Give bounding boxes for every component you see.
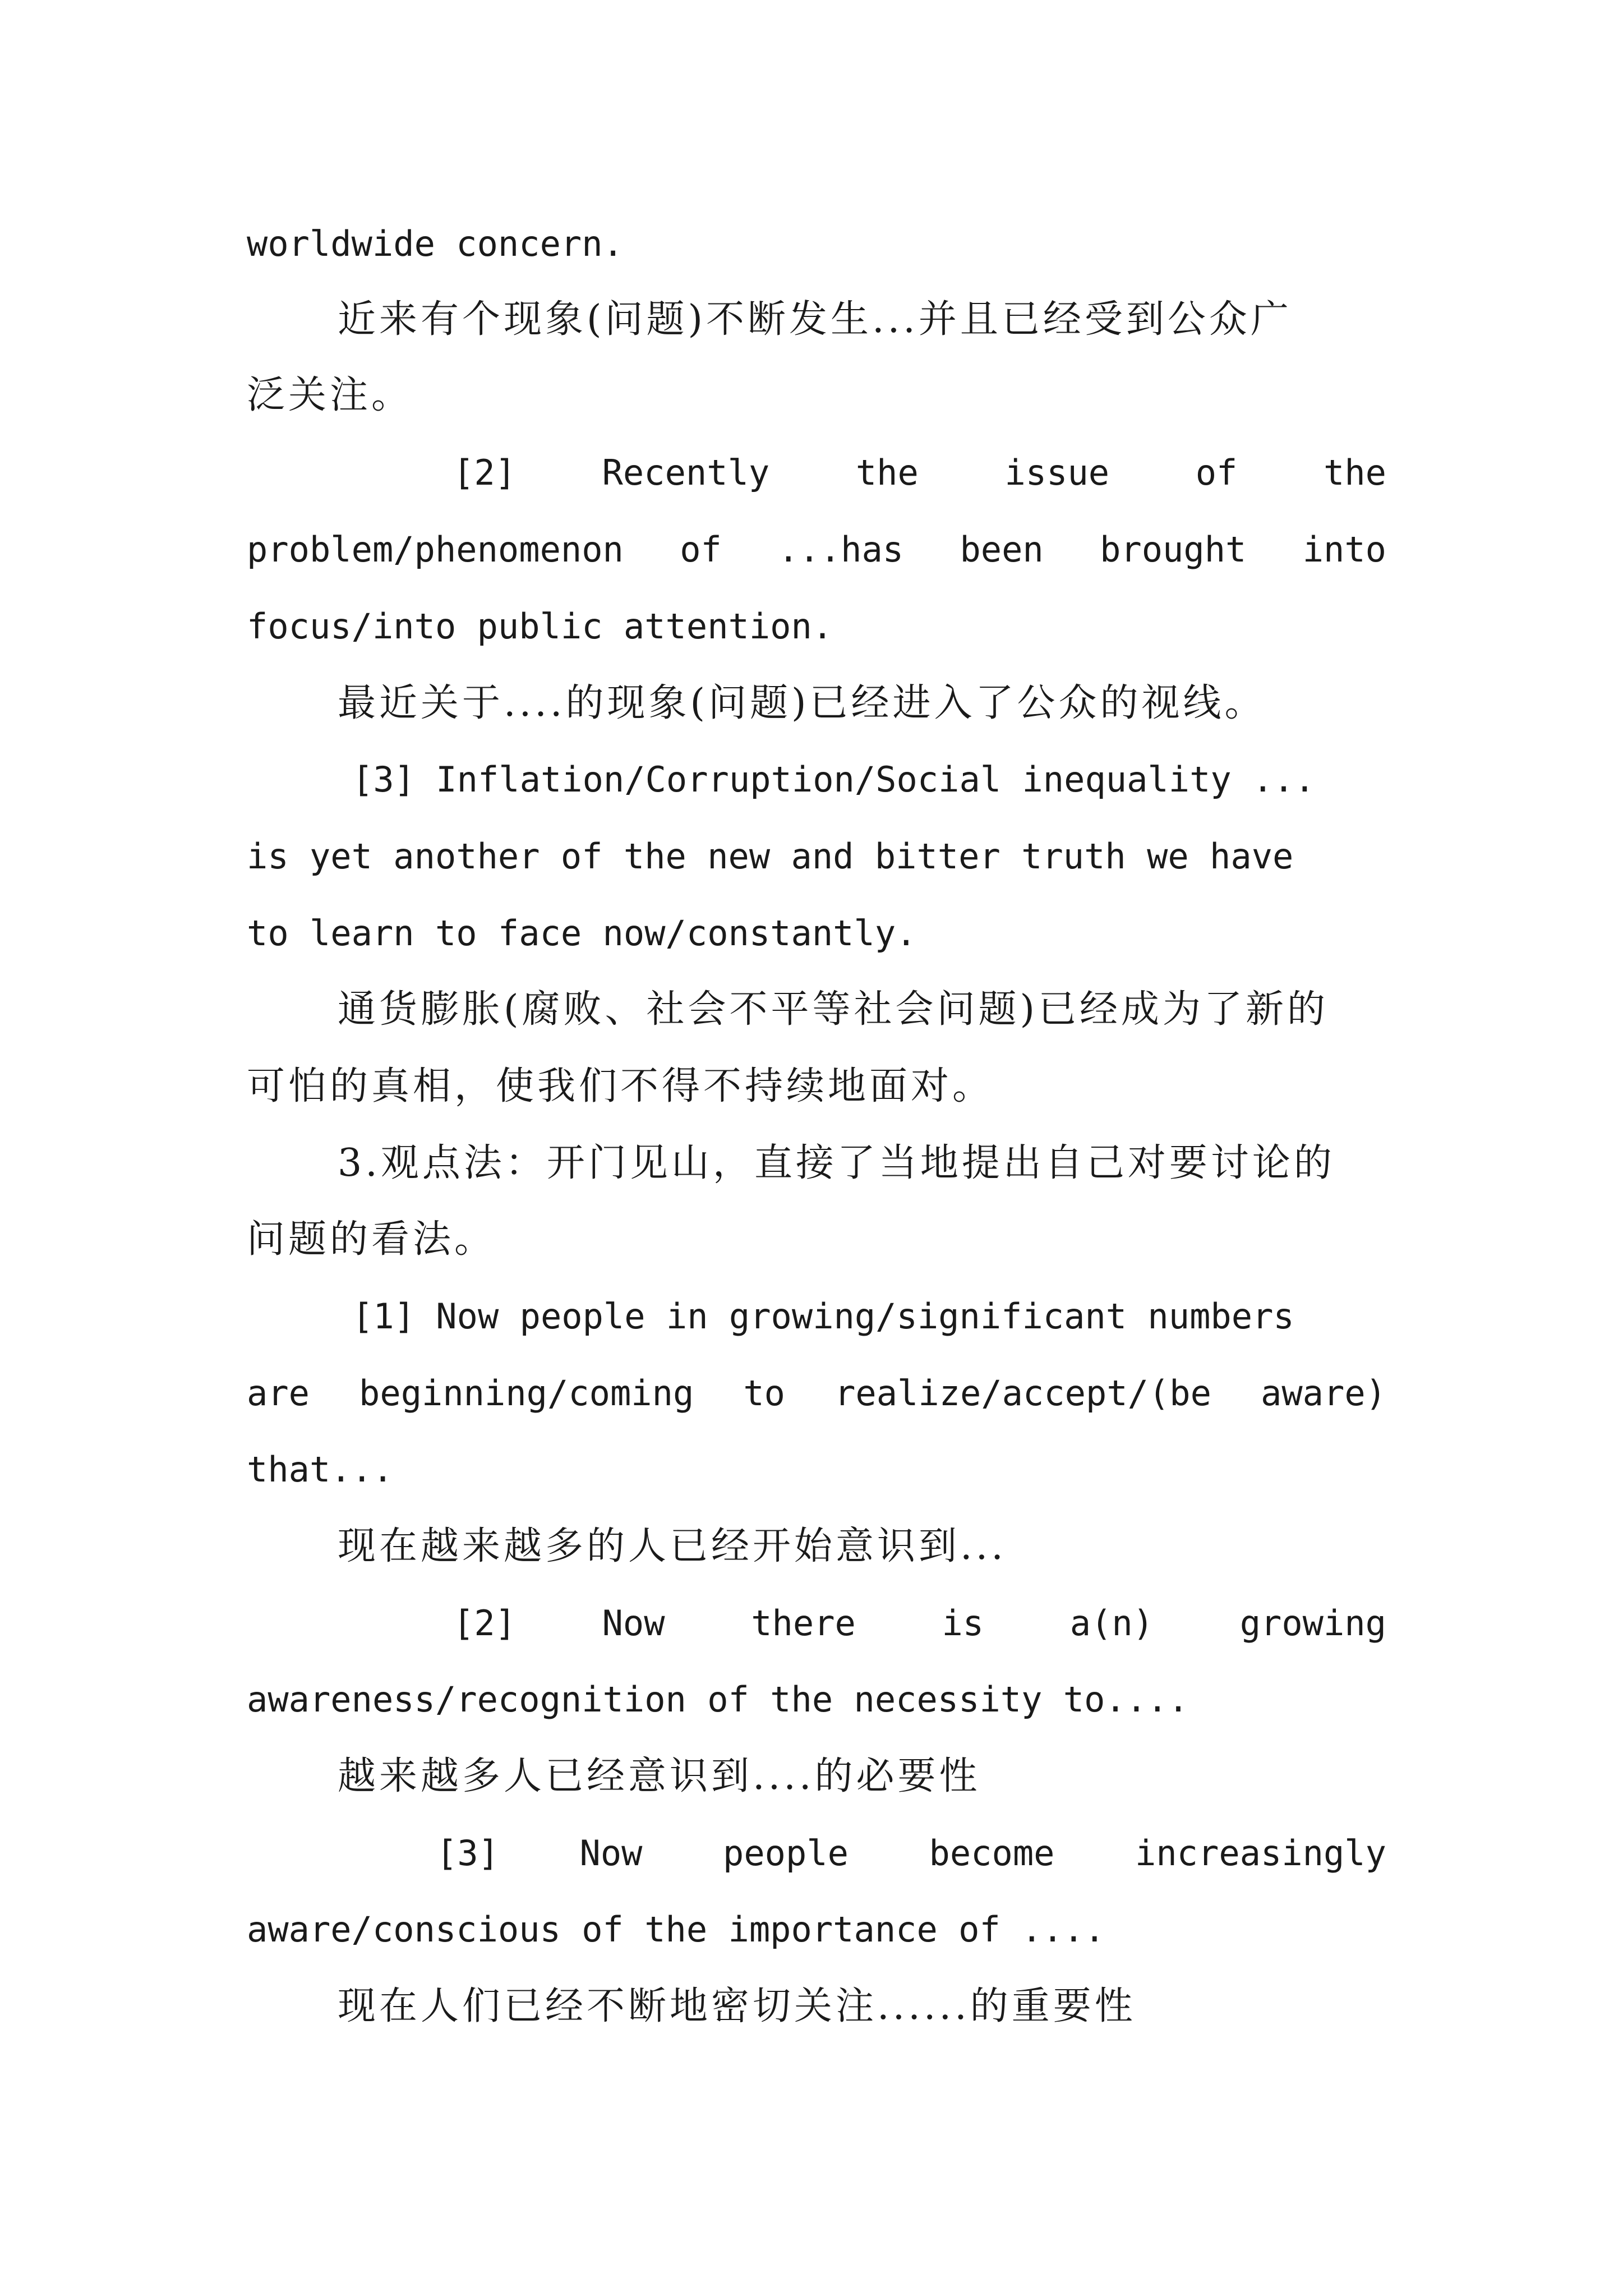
word: aware) xyxy=(1261,1373,1386,1414)
text-line: to learn to face now/constantly. xyxy=(247,913,917,954)
word: increasingly xyxy=(1135,1833,1386,1874)
text-line xyxy=(247,516,1386,583)
text-line xyxy=(436,1820,1386,1887)
text-line xyxy=(453,1590,1386,1657)
word: the xyxy=(1324,452,1386,493)
text-line: awareness/recognition of the necessity to.... xyxy=(247,1679,1189,1720)
text-line: is yet another of the new and bitter truth we have xyxy=(247,836,1294,877)
word: there xyxy=(751,1603,856,1644)
word: [3] xyxy=(436,1833,499,1874)
word: are xyxy=(247,1373,310,1414)
word: [2] xyxy=(453,1603,516,1644)
text-line-chinese: 越来越多人已经意识到....的必要性 xyxy=(338,1754,981,1798)
text-line-chinese: 通货膨胀(腐败、社会不平等社会问题)已经成为了新的 xyxy=(338,987,1329,1032)
word: issue xyxy=(1004,452,1110,493)
word: people xyxy=(723,1833,849,1874)
word: problem/phenomenon xyxy=(247,529,624,570)
word: beginning/coming xyxy=(359,1373,694,1414)
word: been xyxy=(960,529,1044,570)
text-line: aware/conscious of the importance of .... xyxy=(247,1909,1105,1950)
word: Now xyxy=(579,1833,643,1874)
word: into xyxy=(1302,529,1386,570)
word: Now xyxy=(602,1603,665,1644)
text-line-chinese: 现在人们已经不断地密切关注......的重要性 xyxy=(338,1984,1136,2028)
word: of xyxy=(680,529,722,570)
text-line xyxy=(453,439,1386,507)
text-line: focus/into public attention. xyxy=(247,606,833,647)
text-line-chinese: 问题的看法。 xyxy=(247,1217,496,1262)
word: is xyxy=(942,1603,984,1644)
word: brought xyxy=(1100,529,1247,570)
text-line: worldwide concern. xyxy=(247,223,624,264)
text-line: that... xyxy=(247,1449,394,1490)
text-line: [1] Now people in growing/significant numbers xyxy=(352,1296,1294,1337)
word: realize/accept/(be xyxy=(834,1373,1211,1414)
word: growing xyxy=(1239,1603,1386,1644)
text-line-chinese: 近来有个现象(问题)不断发生...并且已经受到公众广 xyxy=(338,297,1292,342)
word: Recently xyxy=(602,452,770,493)
text-line: [3] Inflation/Corruption/Social inequality ... xyxy=(352,759,1316,800)
word: of xyxy=(1195,452,1238,493)
text-line-chinese: 3.观点法：开门见山，直接了当地提出自己对要讨论的 xyxy=(338,1141,1335,1185)
text-line-chinese: 最近关于....的现象(问题)已经进入了公众的视线。 xyxy=(338,681,1266,725)
text-line-chinese: 现在越来越多的人已经开始意识到... xyxy=(338,1524,1007,1568)
word: the xyxy=(855,452,919,493)
word: [2] xyxy=(453,452,516,493)
word: become xyxy=(929,1833,1055,1874)
word: to xyxy=(743,1373,785,1414)
text-line-chinese: 可怕的真相，使我们不得不持续地面对。 xyxy=(247,1064,994,1108)
word: a(n) xyxy=(1069,1603,1154,1644)
word: ...has xyxy=(778,529,904,570)
document-page xyxy=(247,0,1386,2296)
text-line xyxy=(247,1360,1386,1427)
text-line-chinese: 泛关注。 xyxy=(247,373,413,417)
